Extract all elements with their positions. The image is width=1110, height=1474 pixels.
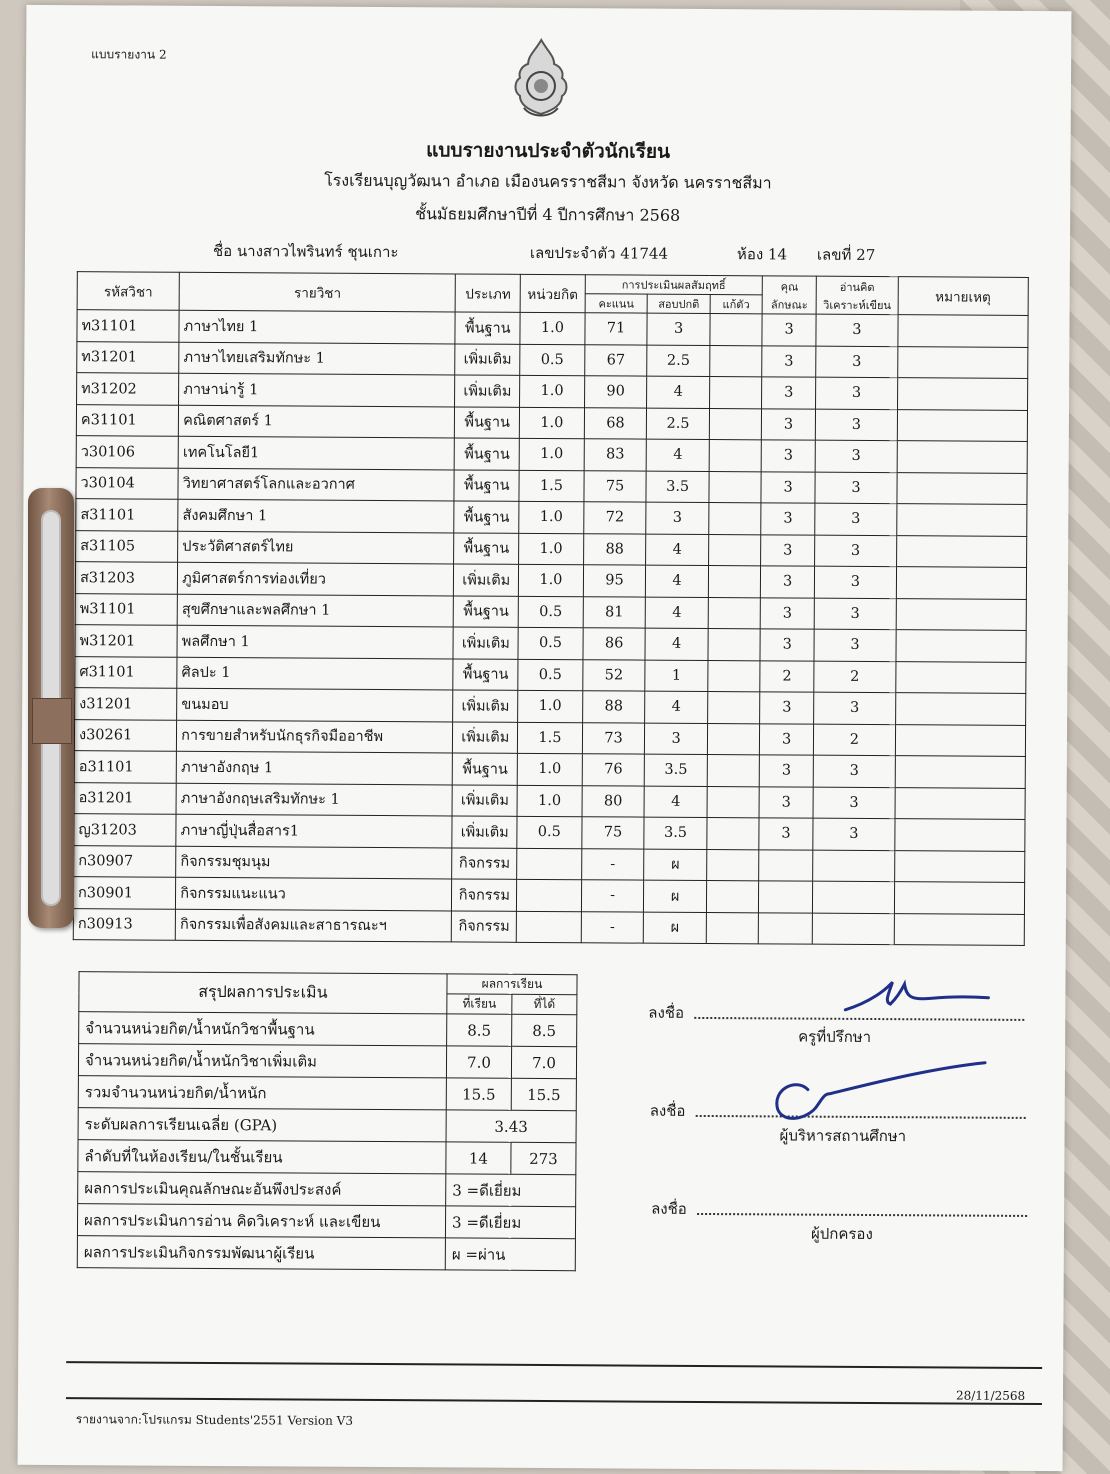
row-trait: 3 [761,471,815,503]
row-type: พื้นฐาน [455,406,520,438]
row-reading: 3 [816,314,898,346]
header-grade: สอบปกติ [647,294,710,313]
row-reading: 3 [816,377,898,409]
row-code: ท31101 [77,310,179,342]
header-remark: หมายเหตุ [898,277,1029,316]
row-code: ศ31101 [75,656,177,688]
row-remedial [707,691,759,723]
row-grade: 2.5 [647,345,710,377]
row-type: กิจกรรม [452,879,517,911]
reading-label: ผลการประเมินการอ่าน คิดวิเคราะห์ และเขียน [77,1204,445,1238]
row-reading: 3 [813,818,895,850]
row-subject: ภาษาอังกฤษ 1 [176,751,452,784]
room-number: ห้อง 14 [736,245,788,264]
row-type: พื้นฐาน [455,312,520,344]
header-credit: หน่วยกิต [520,274,585,312]
row-remedial [707,817,759,849]
row-trait: 3 [759,818,813,850]
row-remedial [708,628,760,660]
row-remark [897,346,1028,378]
seat-number: เลขที่ 27 [816,245,876,265]
row-trait: 3 [761,440,815,472]
row-code: ก30913 [73,908,175,940]
basic-credits-label: จำนวนหน่วยกิต/น้ำหนักวิชาพื้นฐาน [79,1012,447,1046]
row-credit: 0.5 [518,659,583,691]
row-subject: ภาษาไทยเสริมทักษะ 1 [179,342,455,375]
row-remark [897,441,1028,473]
row-credit: 1.0 [519,407,584,439]
row-grade: 4 [646,439,709,471]
row-subject: เทคโนโลยี1 [178,436,454,469]
row-credit: 1.5 [519,470,584,502]
row-type: พื้นฐาน [455,438,520,470]
director-title: ผู้บริหารสถานศึกษา [779,1126,907,1146]
extra-credits-earned: 7.0 [511,1046,576,1078]
row-reading: 3 [815,440,897,472]
row-grade: 4 [646,597,709,629]
binder-clip [28,488,74,928]
row-credit [517,879,582,911]
row-reading: 3 [814,629,896,661]
row-credit: 1.0 [519,438,584,470]
row-type: กิจกรรม [452,847,517,879]
student-id: เลขประจำตัว 41744 [529,243,669,263]
row-score: 81 [583,596,646,628]
row-type: เพิ่มเติม [453,721,518,753]
row-remark [896,630,1027,662]
row-credit: 1.0 [518,690,583,722]
parent-sign-line [697,1213,1027,1217]
row-remedial [708,660,760,692]
row-grade: 2.5 [647,408,710,440]
row-code: ส31105 [76,530,178,562]
row-subject: ภาษาอังกฤษเสริมทักษะ 1 [176,783,452,816]
extra-credits-label: จำนวนหน่วยกิต/น้ำหนักวิชาเพิ่มเติม [78,1044,446,1078]
row-grade: 4 [645,628,708,660]
row-score: 90 [584,376,647,408]
parent-title: ผู้ปกครอง [810,1224,873,1244]
row-credit [516,911,581,943]
row-subject: สังคมศึกษา 1 [178,499,454,532]
row-subject: กิจกรรมชุมนุม [176,846,452,879]
row-score: 52 [583,659,646,691]
row-reading: 3 [816,346,898,378]
row-reading: 3 [815,472,897,504]
row-score: 73 [582,722,645,754]
row-credit: 1.0 [518,564,583,596]
row-remark [894,882,1025,914]
activity-label: ผลการประเมินกิจกรรมพัฒนาผู้เรียน [77,1236,445,1270]
row-credit: 1.0 [519,501,584,533]
row-trait: 3 [759,723,813,755]
row-score: - [581,880,644,912]
row-remark [895,661,1026,693]
row-reading [813,850,895,882]
row-remedial [708,534,760,566]
row-remedial [707,754,759,786]
row-code: ก30901 [73,877,175,909]
row-grade: ผ [644,880,707,912]
row-grade: 4 [646,565,709,597]
row-reading [813,913,895,945]
row-code: ว30106 [76,436,178,468]
row-credit: 1.0 [517,785,582,817]
rank-label: ลำดับที่ในห้องเรียน/ในชั้นเรียน [78,1140,446,1174]
reading-value: 3 =ดีเยี่ยม [445,1206,575,1239]
row-trait [759,849,813,881]
row-score: 76 [582,754,645,786]
row-code: อ31201 [74,782,176,814]
header-reading: อ่านคิด วิเคราะห์เขียน [816,276,898,314]
row-subject: พลศึกษา 1 [177,625,453,658]
row-trait: 3 [762,345,816,377]
row-grade: ผ [644,912,707,944]
summary-table [77,971,578,1271]
row-trait [758,881,812,913]
row-reading: 3 [814,598,896,630]
total-credits-enrolled: 15.5 [446,1078,511,1110]
row-grade: 4 [646,534,709,566]
row-remark [894,913,1025,945]
row-code: ว30104 [76,467,178,499]
row-remedial [710,314,762,346]
row-type: เพิ่มเติม [453,690,518,722]
gpa-value: 3.43 [446,1110,576,1143]
row-grade: 1 [645,660,708,692]
row-score: 71 [585,313,648,345]
row-grade: 4 [645,691,708,723]
summary-title: สรุปผลการประเมิน [79,972,447,1014]
row-remark [895,724,1026,756]
row-trait: 3 [759,755,813,787]
row-code: ง31201 [75,688,177,720]
header-assessment: การประเมินผลสัมฤทธิ์ [585,275,762,295]
row-trait: 3 [760,692,814,724]
row-score: - [581,911,644,943]
row-remark [894,850,1025,882]
row-type: พื้นฐาน [454,501,519,533]
row-grade: 4 [644,786,707,818]
row-trait: 3 [761,408,815,440]
row-code: อ31101 [74,751,176,783]
col-enrolled: ที่เรียน [447,994,512,1014]
row-code: ง30261 [74,719,176,751]
row-remedial [709,440,761,472]
advisor-signature [840,972,990,1023]
row-remedial [707,786,759,818]
row-subject: คณิตศาสตร์ 1 [179,405,455,438]
header-subject: รายวิชา [179,272,456,312]
row-credit: 0.5 [518,627,583,659]
row-trait [758,912,812,944]
report-card-paper [18,5,1072,1471]
rank-grade: 273 [511,1142,576,1174]
row-remark [896,598,1027,630]
row-remark [895,787,1026,819]
row-grade: 3.5 [645,754,708,786]
row-type: เพิ่มเติม [455,375,520,407]
row-code: ค31101 [76,404,178,436]
row-code: ญ31203 [74,814,176,846]
row-remark [897,472,1028,504]
row-score: 83 [584,439,647,471]
row-code: ก30907 [74,845,176,877]
row-reading: 2 [814,724,896,756]
row-credit [517,848,582,880]
row-trait: 3 [761,534,815,566]
row-type: เพิ่มเติม [453,784,518,816]
row-grade: 3 [646,502,709,534]
row-type: พื้นฐาน [454,532,519,564]
gpa-label: ระดับผลการเรียนเฉลี่ย (GPA) [78,1108,446,1142]
row-remedial [708,597,760,629]
school-line: โรงเรียนบุญวัฒนา อำเภอ เมืองนครราชสีมา จังหวัด นครราชสีมา [324,170,772,193]
row-reading: 3 [813,787,895,819]
rank-room: 14 [446,1142,511,1174]
trait-label: ผลการประเมินคุณลักษณะอันพึงประสงค์ [78,1172,446,1206]
row-remark [897,315,1028,347]
row-score: 88 [582,691,645,723]
row-grade: 3.5 [644,817,707,849]
director-sign-label: ลงชื่อ [649,1101,686,1120]
row-subject: วิทยาศาสตร์โลกและอวกาศ [178,468,454,501]
row-credit: 1.0 [517,753,582,785]
row-remedial [709,377,761,409]
row-credit: 1.0 [520,375,585,407]
row-remark [897,378,1028,410]
row-remark [896,504,1027,536]
row-grade: 3 [645,723,708,755]
row-remedial [707,849,759,881]
row-remark [895,756,1026,788]
row-score: 80 [582,785,645,817]
row-credit: 1.0 [520,312,585,344]
row-remark [895,693,1026,725]
row-reading [813,881,895,913]
row-trait: 3 [762,377,816,409]
row-grade: 3 [647,313,710,345]
row-trait: 3 [760,629,814,661]
row-type: กิจกรรม [452,910,517,942]
row-credit: 0.5 [517,816,582,848]
row-subject: กิจกรรมแนะแนว [176,877,452,910]
row-credit: 1.0 [519,533,584,565]
row-code: ส31101 [76,499,178,531]
footer-rule-bottom [66,1397,1042,1405]
row-trait: 3 [759,786,813,818]
row-grade: 4 [647,376,710,408]
row-trait: 3 [760,566,814,598]
results-header: ผลการเรียน [447,974,577,995]
row-subject: กิจกรรมเพื่อสังคมและสาธารณะฯ [175,909,451,942]
parent-sign-label: ลงชื่อ [651,1199,687,1218]
row-reading: 3 [815,503,897,535]
row-type: เพิ่มเติม [455,343,520,375]
row-remedial [709,408,761,440]
row-score: 72 [584,502,647,534]
row-credit: 0.5 [518,596,583,628]
row-score: 67 [584,344,647,376]
row-remark [897,409,1028,441]
row-code: ท31201 [77,341,179,373]
advisor-title: ครูที่ปรึกษา [798,1027,872,1047]
basic-credits-earned: 8.5 [512,1014,577,1046]
row-subject: ศิลปะ 1 [177,657,453,690]
row-credit: 0.5 [520,344,585,376]
activity-value: ผ =ผ่าน [445,1238,575,1271]
row-code: พ31101 [75,593,177,625]
row-type: พื้นฐาน [453,753,518,785]
row-trait: 2 [760,660,814,692]
row-remedial [706,912,758,944]
row-reading: 2 [814,661,896,693]
total-credits-earned: 15.5 [511,1078,576,1110]
row-score: 75 [584,470,647,502]
document-title: แบบรายงานประจำตัวนักเรียน [426,139,671,163]
row-score: 75 [582,817,645,849]
grades-table [73,271,1029,946]
footer-rule-top [66,1361,1042,1369]
row-subject: สุขศึกษาและพลศึกษา 1 [177,594,453,627]
row-remedial [707,723,759,755]
col-earned: ที่ได้ [512,994,577,1014]
row-reading: 3 [813,755,895,787]
row-code: ส31203 [75,562,177,594]
header-remedial: แก้ตัว [710,295,762,314]
row-credit: 1.5 [518,722,583,754]
row-type: พื้นฐาน [454,595,519,627]
row-remedial [710,345,762,377]
row-reading: 3 [814,692,896,724]
grade-year-line: ชั้นมัธยมศึกษาปีที่ 4 ปีการศึกษา 2568 [415,204,681,225]
extra-credits-enrolled: 7.0 [446,1046,511,1078]
header-type: ประเภท [456,274,521,312]
row-trait: 3 [762,314,816,346]
row-subject: ภาษาน่ารู้ 1 [179,373,455,406]
row-subject: ขนมอบ [177,688,453,721]
row-grade: 3.5 [646,471,709,503]
basic-credits-enrolled: 8.5 [447,1014,512,1046]
row-reading: 3 [815,535,897,567]
row-grade: ผ [644,849,707,881]
row-score: 95 [583,565,646,597]
row-score: 68 [584,407,647,439]
row-reading: 3 [816,409,898,441]
table-row [73,908,1024,945]
row-trait: 3 [761,503,815,535]
row-remark [896,567,1027,599]
row-remedial [706,880,758,912]
row-subject: การขายสำหรับนักธุรกิจมืออาชีพ [177,720,453,753]
row-remedial [709,471,761,503]
row-subject: ภูมิศาสตร์การท่องเที่ยว [178,562,454,595]
row-type: เพิ่มเติม [453,627,518,659]
header-score: คะแนน [585,294,648,313]
row-reading: 3 [815,566,897,598]
row-score: 88 [583,533,646,565]
row-score: - [581,848,644,880]
report-date: 28/11/2568 [955,1388,1026,1403]
row-trait: 3 [760,597,814,629]
trait-value: 3 =ดีเยี่ยม [446,1174,576,1207]
form-number: แบบรายงาน 2 [91,47,167,62]
program-footer: รายงานจาก:โปรแกรม Students'2551 Version V3 [75,1412,354,1428]
row-remedial [708,565,760,597]
row-code: พ31201 [75,625,177,657]
header-code: รหัสวิชา [77,272,179,311]
row-type: พื้นฐาน [454,469,519,501]
header-trait: คุณ ลักษณะ [762,276,816,314]
advisor-sign-label: ลงชื่อ [648,1003,685,1022]
school-seal-icon [506,38,576,120]
student-name: ชื่อ นางสาวไพรินทร์ ชุนเกาะ [212,241,399,262]
row-type: เพิ่มเติม [454,564,519,596]
director-signature [760,1049,990,1130]
row-code: ท31202 [77,373,179,405]
row-subject: ภาษาไทย 1 [179,310,455,343]
row-type: เพิ่มเติม [452,816,517,848]
row-remedial [709,502,761,534]
row-subject: ภาษาญี่ปุ่นสื่อสาร1 [176,814,452,847]
row-type: พื้นฐาน [453,658,518,690]
total-credits-label: รวมจำนวนหน่วยกิต/น้ำหนัก [78,1076,446,1110]
row-score: 86 [583,628,646,660]
row-remark [894,819,1025,851]
row-subject: ประวัติศาสตร์ไทย [178,531,454,564]
row-remark [896,535,1027,567]
